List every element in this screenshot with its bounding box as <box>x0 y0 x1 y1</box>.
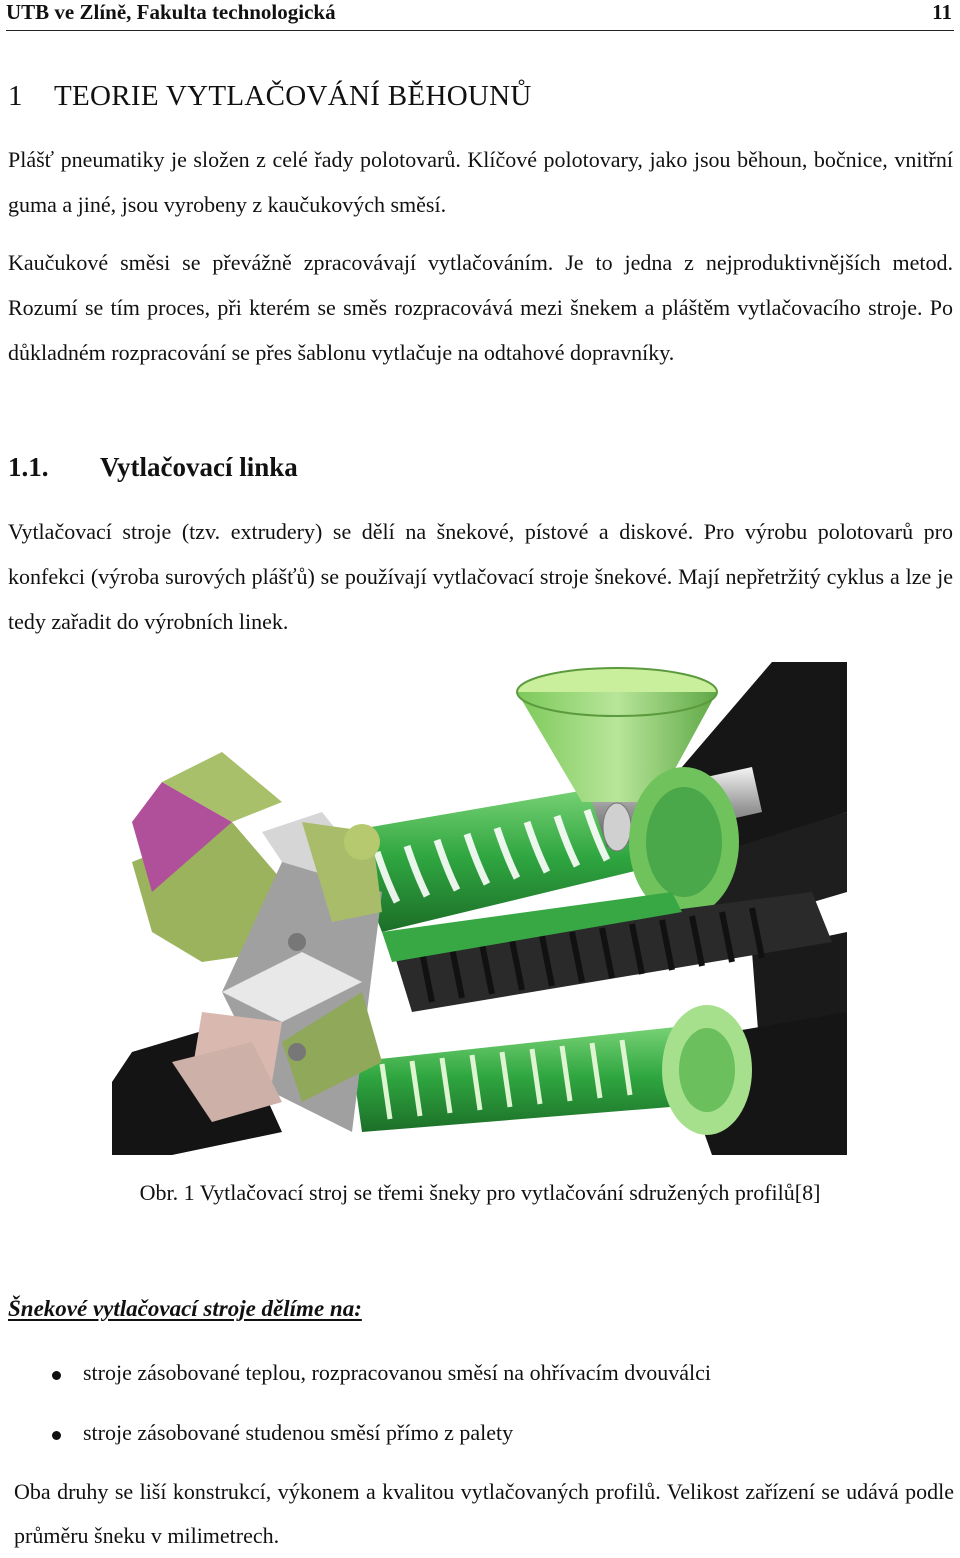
section-title: Vytlačovací linka <box>100 452 298 482</box>
chapter-title: TEORIE VYTLAČOVÁNÍ BĚHOUNŮ <box>54 80 532 112</box>
page-header <box>6 0 954 31</box>
paragraph-1: Plášť pneumatiky je složen z celé řady polotovarů. Klíčové polotovary, jako jsou běhoun, bočnice, vnitřní guma a jiné, jsou vyrobeny z kaučukových směsí. <box>8 147 953 217</box>
section-heading <box>8 452 298 483</box>
bottom-screw-barrel <box>352 1005 752 1135</box>
subheading: Šnekové vytlačovací stroje dělíme na: <box>8 1296 362 1321</box>
bullet-icon <box>52 1431 61 1440</box>
chapter-number: 1 <box>8 80 23 112</box>
list-item-text: stroje zásobované teplou, rozpracovanou směsí na ohřívacím dvouválci <box>83 1360 712 1385</box>
extruder-figure <box>112 662 847 1155</box>
section-number: 1.1. <box>8 452 49 482</box>
bullet-icon <box>52 1371 61 1380</box>
section-paragraph: Vytlačovací stroje (tzv. extrudery) se dělí na šnekové, pístové a diskové. Pro výrobu polotovarů pro konfekci (výroba surových plášťů) se používají vytlačovací stroje šnekové. Mají nepřetržitý cyklus a lze je tedy zařadit do výrobních linek. <box>8 519 953 634</box>
closing-paragraph: Oba druhy se liší konstrukcí, výkonem a kvalitou vytlačovaných profilů. Velikost zařízení se udává podle průměru šneku v milimetrech. <box>14 1479 954 1548</box>
figure-caption: Obr. 1 Vytlačovací stroj se třemi šneky pro vytlačování sdružených profilů[8] <box>139 1180 821 1205</box>
header-institution: UTB ve Zlíně, Fakulta technologická <box>6 0 336 24</box>
page-number: 11 <box>932 0 952 24</box>
list-item-text: stroje zásobované studenou směsí přímo z palety <box>83 1420 514 1445</box>
chapter-heading <box>8 80 532 113</box>
paragraph-2: Kaučukové směsi se převážně zpracovávají vytlačováním. Je to jedna z nejproduktivnějších metod. Rozumí se tím proces, při kterém se směs rozpracovává mezi šnekem a pláštěm vytlačovacího stroje. Po důkladném rozpracování se přes šablonu vytlačuje na odtahové dopravníky. <box>8 250 953 365</box>
